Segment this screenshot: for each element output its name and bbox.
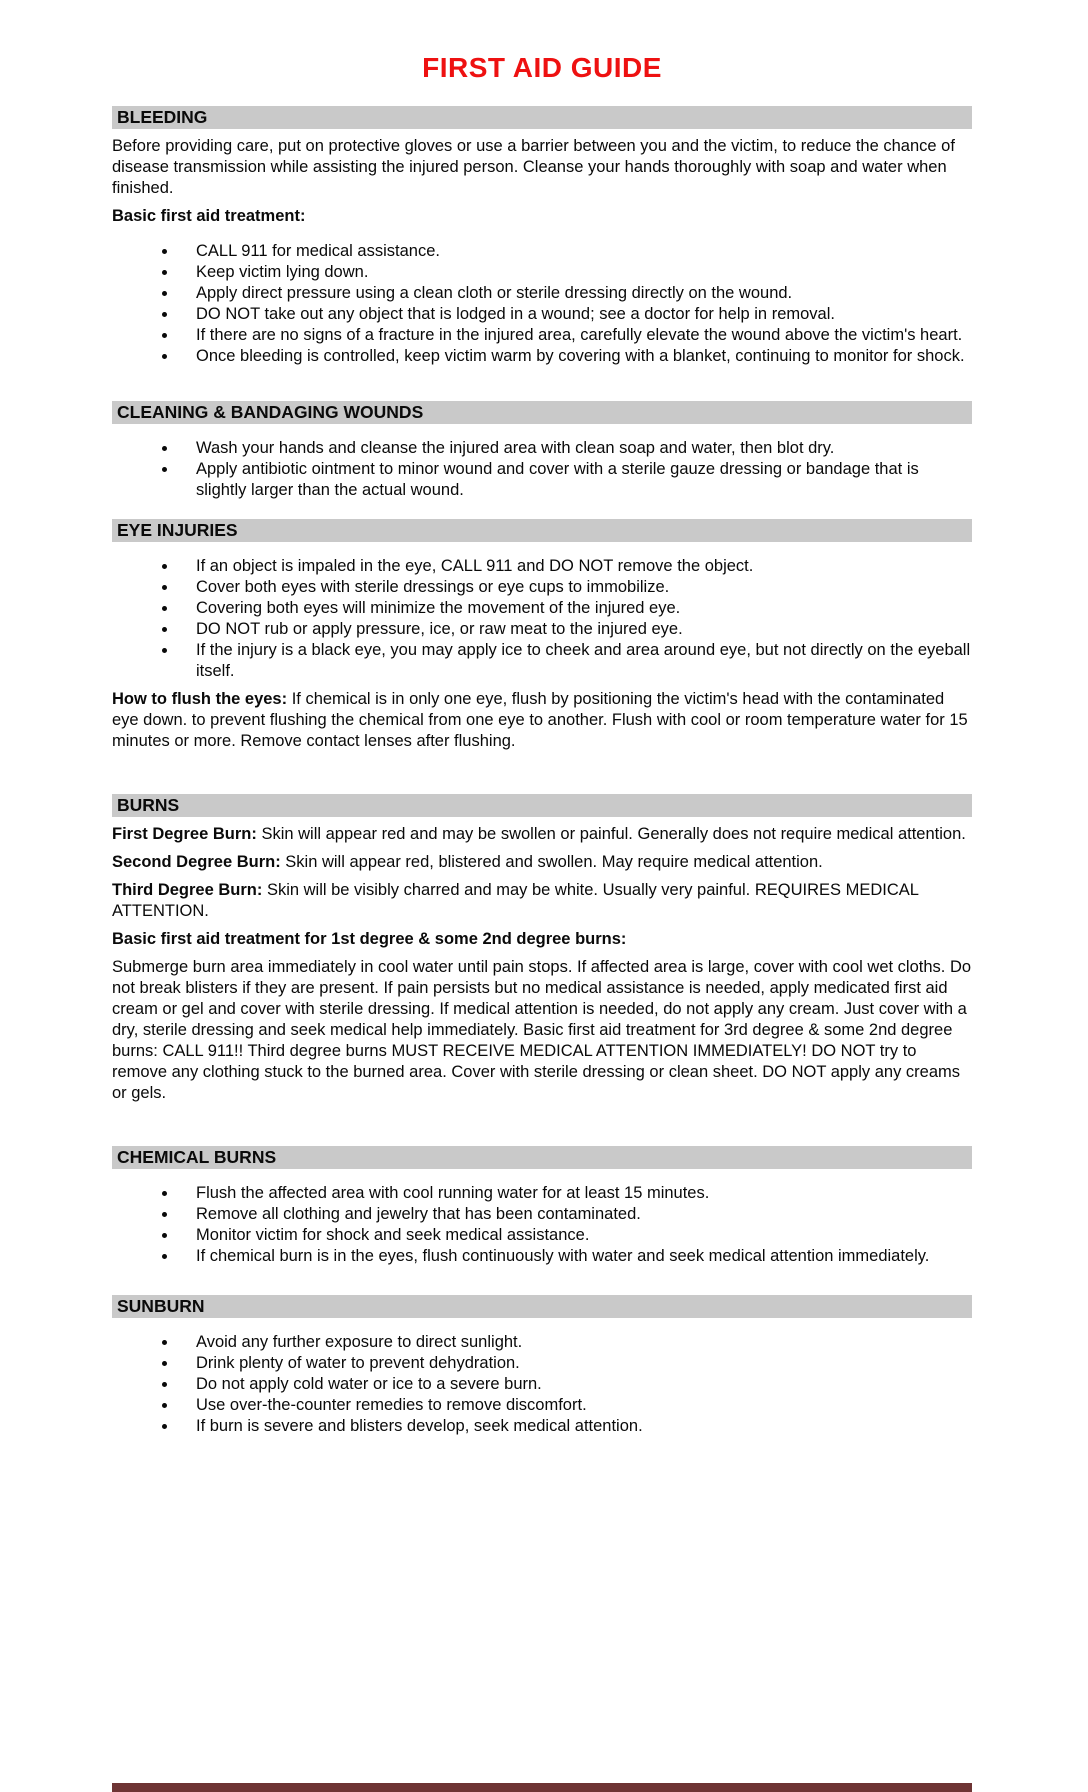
page-title: FIRST AID GUIDE [422,52,662,83]
list-item: If there are no signs of a fracture in the injured area, carefully elevate the wound above the victim's heart. [112,325,972,346]
bullet-list [112,241,972,367]
list-item: Do not apply cold water or ice to a severe burn. [112,1374,972,1395]
paragraph [112,880,972,922]
list-item: Keep victim lying down. [112,262,972,283]
list-item: Avoid any further exposure to direct sunlight. [112,1332,972,1353]
section-header-eye-injuries: EYE INJURIES [112,519,972,542]
list-item: Flush the affected area with cool running water for at least 15 minutes. [112,1183,972,1204]
subheading: Basic first aid treatment for 1st degree & some 2nd degree burns: [112,930,627,948]
list-item: Covering both eyes will minimize the movement of the injured eye. [112,598,972,619]
paragraph [112,689,972,752]
list-item: Apply direct pressure using a clean cloth or sterile dressing directly on the wound. [112,283,972,304]
paragraph-text: Skin will be visibly charred and may be white. Usually very painful. REQUIRES MEDICAL ATTENTION. [112,881,919,920]
section-header-burns: BURNS [112,794,972,817]
list-item: Cover both eyes with sterile dressings or eye cups to immobilize. [112,577,972,598]
list-item: DO NOT take out any object that is lodged in a wound; see a doctor for help in removal. [112,304,972,325]
section-eye-injuries [112,519,972,752]
bullet-list [112,438,972,501]
paragraph: Before providing care, put on protective gloves or use a barrier between you and the victim, to reduce the chance of disease transmission while assisting the injured person. Cleanse your hands thoroughly with soap and water when finished. [112,137,955,197]
paragraph-label: How to flush the eyes: [112,690,288,708]
list-item: Wash your hands and cleanse the injured area with clean soap and water, then blot dry. [112,438,972,459]
section-chemical-burns [112,1146,972,1267]
list-item: Apply antibiotic ointment to minor wound and cover with a sterile gauze dressing or bandage that is slightly larger than the actual wound. [112,459,972,501]
paragraph-label: Third Degree Burn: [112,881,263,899]
section-cleaning-bandaging [112,401,972,501]
paragraph: Submerge burn area immediately in cool water until pain stops. If affected area is large, cover with cool wet cloths. Do not break blisters if they are present. If pain persists but no medical assistance is needed, apply medicated first aid cream or gel and cover with sterile dressing. If medical attention is needed, do not apply any cream. Just cover with a dry, sterile dressing and seek medical help immediately. Basic first aid treatment for 3rd degree & some 2nd degree burns: CALL 911!! Third degree burns MUST RECEIVE MEDICAL ATTENTION IMMEDIATELY! DO NOT try to remove any clothing stuck to the burned area. Cover with sterile dressing or clean sheet. DO NOT apply any creams or gels. [112,958,972,1102]
bullet-list [112,1332,972,1437]
document-page [112,0,972,1792]
section-header-cleaning-bandaging: CLEANING & BANDAGING WOUNDS [112,401,972,424]
section-header-bleeding: BLEEDING [112,106,972,129]
list-item: CALL 911 for medical assistance. [112,241,972,262]
bullet-list [112,1183,972,1267]
paragraph [112,824,972,845]
list-item: DO NOT rub or apply pressure, ice, or raw meat to the injured eye. [112,619,972,640]
bullet-list [112,556,972,682]
section-header-chemical-burns: CHEMICAL BURNS [112,1146,972,1169]
list-item: If chemical burn is in the eyes, flush continuously with water and seek medical attention immediately. [112,1246,972,1267]
list-item: Remove all clothing and jewelry that has been contaminated. [112,1204,972,1225]
section-burns [112,794,972,1104]
section-bleeding [112,106,972,367]
list-item: Monitor victim for shock and seek medical assistance. [112,1225,972,1246]
paragraph-label: Second Degree Burn: [112,853,281,871]
paragraph-text: Skin will appear red and may be swollen or painful. Generally does not require medical attention. [256,825,966,843]
cropped-next-section-bar [112,1783,972,1792]
subheading: Basic first aid treatment: [112,207,306,225]
list-item: If burn is severe and blisters develop, seek medical attention. [112,1416,972,1437]
paragraph-text: If chemical is in only one eye, flush by positioning the victim's head with the contaminated eye down. to prevent flushing the chemical from one eye to another. Flush with cool or room temperature water for 15 minutes or more. Remove contact lenses after flushing. [112,690,968,750]
section-header-sunburn: SUNBURN [112,1295,972,1318]
list-item: Use over-the-counter remedies to remove discomfort. [112,1395,972,1416]
paragraph-text: Skin will appear red, blistered and swollen. May require medical attention. [280,853,823,871]
paragraph-label: First Degree Burn: [112,825,257,843]
list-item: If an object is impaled in the eye, CALL 911 and DO NOT remove the object. [112,556,972,577]
list-item: Drink plenty of water to prevent dehydration. [112,1353,972,1374]
section-sunburn [112,1295,972,1437]
list-item: Once bleeding is controlled, keep victim warm by covering with a blanket, continuing to monitor for shock. [112,346,972,367]
paragraph [112,852,972,873]
list-item: If the injury is a black eye, you may apply ice to cheek and area around eye, but not directly on the eyeball itself. [112,640,972,682]
